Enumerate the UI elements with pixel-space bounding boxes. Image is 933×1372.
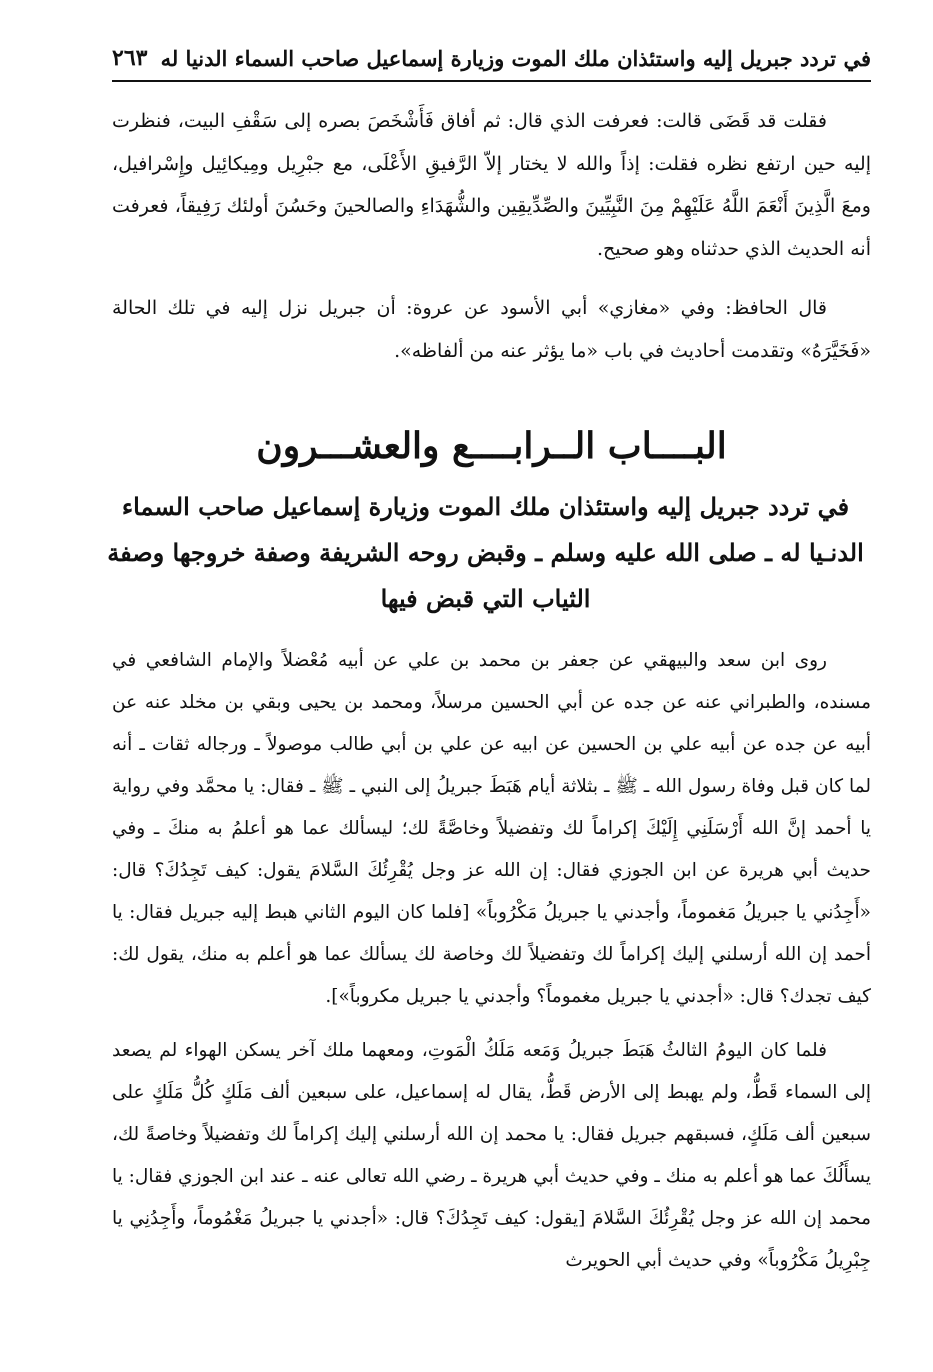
running-title: في تردد جبريل إليه واستئذان ملك الموت وزيارة إسماعيل صاحب السماء الدنيا له [160, 45, 871, 71]
page-header [112, 36, 871, 82]
paragraph: فقلت قد قَضَى قالت: فعرفت الذي قال: ثم أفاق فَأَشْخَصَ بصره إلى سَقْفِ البيت، فنظرت إليه حين ارتفع نظره فقلت: إذاً والله لا يختار إلاّ الرَّفيقِ الأَعْلَى، مع جبْرِيل ومِيكائِيل وإِسْرافيل، ومعَ الَّذِينَ أَنْعَمَ اللَّهُ عَلَيْهِمْ مِنَ النَّبِيِّينَ والصِّدِّيقِين والشُّهَدَاءِ والصالحينَ وحَسُنَ أولئك رَفِيقاً، فعرفت أنه الحديث الذي حدثناه وهو صحيح. [112, 110, 871, 260]
paragraph: روى ابن سعد والبيهقي عن جعفر بن محمد بن علي عن أبيه مُعْضلاً والإمام الشافعي في مسنده، والطبراني عنه عن جده عن أبي الحسين مرسلاً، ومحمد بن يحيى وبقي بن مخلد عنه عن أبيه عن جده عن أبيه علي بن الحسين عن ابيه عن علي بن أبي طالب موصولاً ـ ورجاله ثقات ـ أنه لما كان قبل وفاة رسول الله ـ ﷺ ـ بثلاثة أيام هَبَطَ جبريلُ إلى النبي ـ ﷺ ـ فقال: يا محمَّد وفي رواية يا أحمد إنَّ الله أَرْسَلَنِي إِلَيْكَ إكراماً لك وتفضيلاً وخاصَّةً لك؛ ليسألك عما هو أعلمُ به منكَ ـ وفي حديث أبي هريرة عن ابن الجوزي فقال: إن الله عز وجل يُقْرِئُكَ السَّلامَ يقول: كيف تَجِدُكَ؟ قال: «أَجِدُني يا جبريلُ مَغموماً، وأجدني يا جبريلُ مَكْرُوباً» [فلما كان اليوم الثاني هبط إليه جبريل فقال: يا أحمد إن الله أرسلني إليك إكراماً لك وتفضيلاً لك وخاصة لك يسألك عما هو أعلم به منك، يقول لك: كيف تجدك؟ قال: «أجدني يا جبريل مغموماً؟ وأجدني يا جبريل مكروباً»]. [112, 650, 871, 1007]
chapter-body [112, 640, 871, 1282]
page-number: ٢٦٣ [112, 45, 148, 71]
paragraph-continued [112, 100, 871, 270]
paragraph: قال الحافظ: وفي «مغازي» أبي الأسود عن عروة: أن جبريل نزل إليه في تلك الحالة «فَخَيَّرَهُ» وتقدمت أحاديث في باب «ما يؤثر عنه من ألفاظه». [112, 297, 871, 362]
paragraph-hafiz [112, 287, 871, 372]
paragraph: فلما كان اليومُ الثالثُ هَبَطَ جبريلُ وَمَعه مَلَكُ الْمَوتِ، ومعهما ملك آخر يسكن الهواء لم يصعد إلى السماء قَطُّ، ولم يهبط إلى الأرض قَطُّ، يقال له إسماعيل، على سبعين ألف مَلَكٍ كُلُّ مَلَكٍ على سبعين ألف مَلَكٍ، فسبقهم جبريل فقال: يا محمد إن الله أرسلني إليك إكراماً لك وتفضيلاً وخاصةً لك، يسأَلُكَ عما هو أعلم به منك ـ وفي حديث أبي هريرة ـ رضي الله تعالى عنه ـ عند ابن الجوزي فقال: يا محمد إن الله عز وجل يُقْرِئُكَ السَّلامَ [يقول: كيف تَجِدُكَ؟ قال: «أجدني يا جبريلُ مَغْمُوماً، وأَجِدُنِي يا جِبْرِيلُ مَكْرُوباً» وفي حديث أبي الحويرث [112, 1040, 871, 1271]
chapter-subtitle: في تردد جبريل إليه واستئذان ملك الموت وزيارة إسماعيل صاحب السماء الدنـيا له ـ صلى الله عليه وسلم ـ وقبض روحه الشريفة وصفة خروجها وصفة الثياب التي قبض فيها [107, 492, 864, 613]
chapter-title: البــــاب الــرابــــع والعشـــرون [256, 425, 727, 467]
